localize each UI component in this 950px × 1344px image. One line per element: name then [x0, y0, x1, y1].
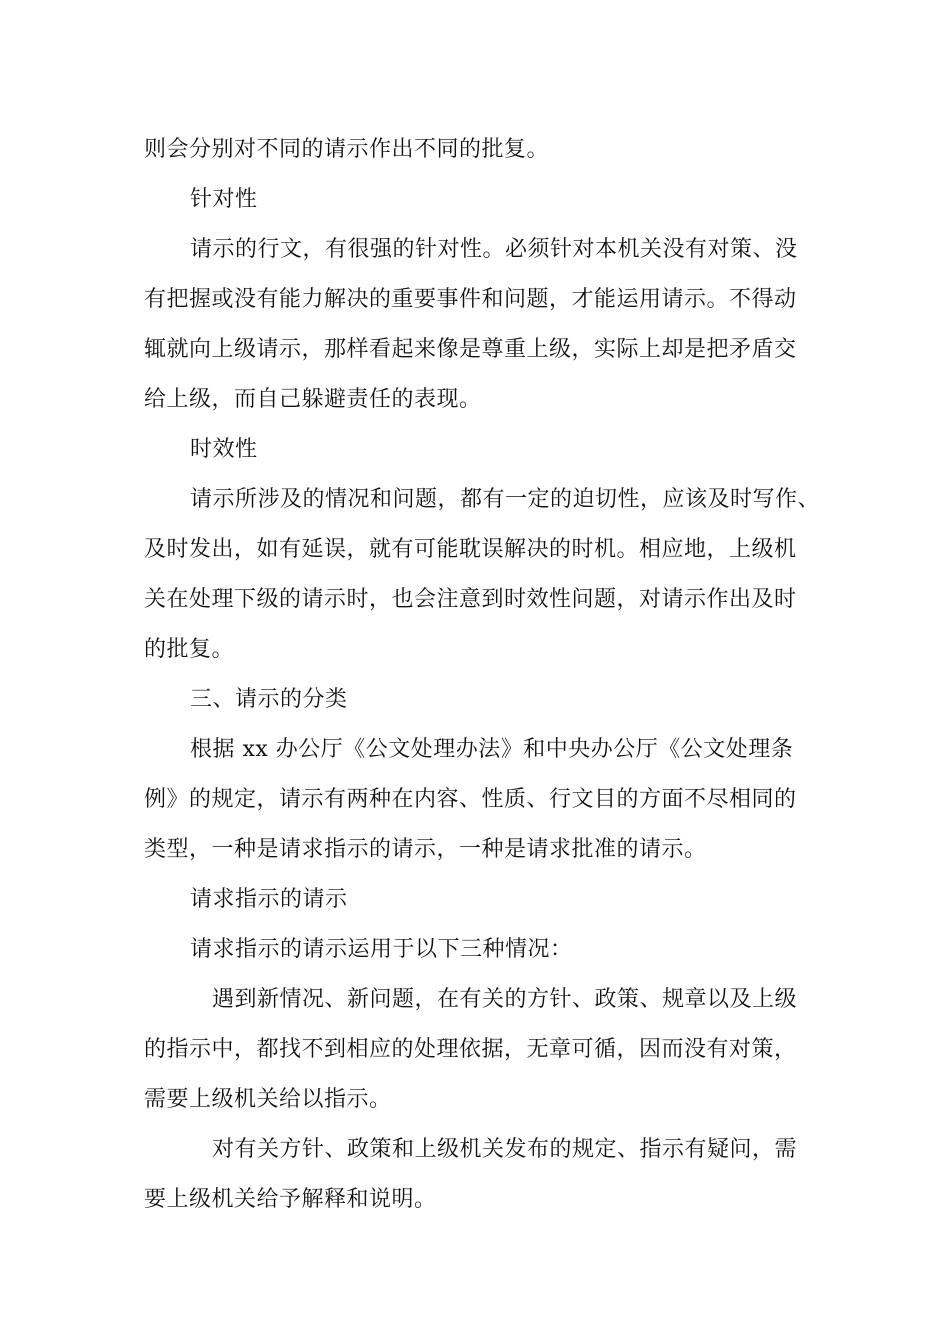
text-line: 有把握或没有能力解决的重要事件和问题，才能运用请示。不得动	[144, 287, 797, 312]
text-line: 给上级，而自己躲避责任的表现。	[144, 387, 482, 412]
section-heading: 三、请示的分类	[190, 687, 348, 712]
text-line: 根据 xx 办公厅《公文处理办法》和中央办公厅《公文处理条	[190, 737, 794, 762]
text-line: 类型，一种是请求指示的请示，一种是请求批准的请示。	[144, 837, 707, 862]
subheading-instruction-request: 请求指示的请示	[190, 887, 348, 912]
text-line: 及时发出，如有延误，就有可能耽误解决的时机。相应地，上级机	[144, 537, 797, 562]
text-line: 的批复。	[144, 637, 235, 662]
text-line: 关在处理下级的请示时，也会注意到时效性问题，对请示作出及时	[144, 587, 797, 612]
text-line: 请示的行文，有很强的针对性。必须针对本机关没有对策、没	[190, 237, 798, 262]
text-line: 的指示中，都找不到相应的处理依据，无章可循，因而没有对策，	[144, 1037, 797, 1062]
text-line: 例》的规定，请示有两种在内容、性质、行文目的方面不尽相同的	[144, 787, 797, 812]
text-line: 请示所涉及的情况和问题，都有一定的迫切性，应该及时写作、	[190, 487, 821, 512]
text-line: 辄就向上级请示，那样看起来像是尊重上级，实际上却是把矛盾交	[144, 337, 797, 362]
subheading-timeliness: 时效性	[190, 437, 258, 462]
text-line: 对有关方针、政策和上级机关发布的规定、指示有疑问，需	[212, 1137, 798, 1162]
subheading-targeting: 针对性	[190, 187, 258, 212]
text-line: 则会分别对不同的请示作出不同的批复。	[144, 137, 550, 162]
text-line: 要上级机关给予解释和说明。	[144, 1187, 437, 1212]
text-line: 遇到新情况、新问题，在有关的方针、政策、规章以及上级	[212, 987, 798, 1012]
text-line: 请求指示的请示运用于以下三种情况：	[190, 937, 573, 962]
text-line: 需要上级机关给以指示。	[144, 1087, 392, 1112]
